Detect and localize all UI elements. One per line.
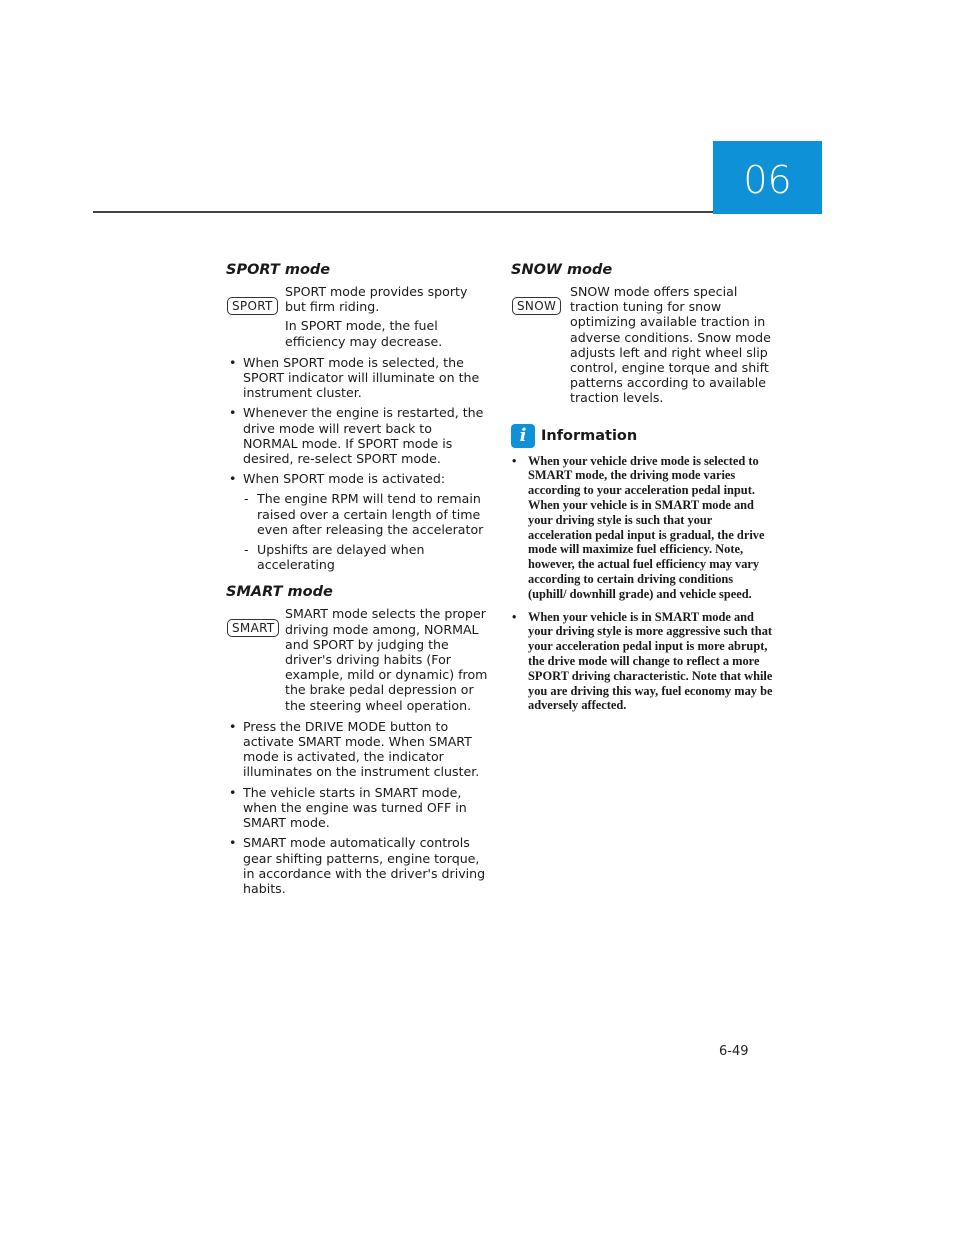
snow-mode-block: [511, 284, 773, 406]
sport-mode-block: [226, 284, 488, 349]
chapter-tab: [713, 141, 822, 214]
sport-sub-list: [243, 491, 488, 572]
right-column: [511, 262, 773, 721]
snow-mode-title: SNOW mode: [511, 262, 613, 278]
sport-indicator-icon: SPORT: [227, 297, 278, 315]
smart-mode-block: [226, 606, 488, 712]
sport-intro-1: SPORT mode provides sporty but firm riding.: [285, 284, 468, 315]
smart-intro: SMART mode selects the proper driving mode among, NORMAL and SPORT by judging the driver's driving habits (For example, mild or dynamic) from the brake pedal depression or the steering wheel operation.: [285, 606, 488, 713]
sub-list-item: - The engine RPM will tend to remain raised over a certain length of time even after releasing the accelerator: [243, 491, 488, 537]
smart-bullet-list: [226, 719, 488, 896]
list-item: • Press the DRIVE MODE button to activate SMART mode. When SMART mode is activated, the indicator illuminates on the instrument cluster.: [226, 719, 488, 780]
list-item: • When your vehicle drive mode is selected to SMART mode, the driving mode varies according to your acceleration pedal input. When your vehicle is in SMART mode and your driving style is such that your acceleration pedal input is gradual, the drive mode will maximize fuel efficiency. Note, however, the actual fuel efficiency may vary according to certain driving conditions (uphill/ downhill grade) and vehicle speed.: [511, 454, 773, 602]
list-item: • When your vehicle is in SMART mode and your driving style is more aggressive such that your acceleration pedal input is more abrupt, the drive mode will change to reflect a more SPORT driving characteristic. Note that while you are driving this way, fuel economy may be adversely affected.: [511, 610, 773, 714]
smart-mode-title: SMART mode: [226, 584, 333, 601]
info-icon: i: [511, 424, 535, 448]
chapter-number: 06: [743, 157, 792, 202]
information-title: Information: [541, 427, 638, 444]
page-number: 6-49: [719, 1044, 749, 1059]
header-rule: [93, 211, 713, 213]
snow-indicator-icon: SNOW: [512, 297, 561, 315]
list-item: • The vehicle starts in SMART mode, when the engine was turned OFF in SMART mode.: [226, 785, 488, 831]
list-item: • SMART mode automatically controls gear shifting patterns, engine torque, in accordance with the driver's driving habits.: [226, 835, 488, 896]
smart-indicator-icon: SMART: [227, 619, 279, 637]
sport-bullet-list: [226, 355, 488, 573]
sport-mode-title: SPORT mode: [226, 262, 331, 278]
list-item: [226, 471, 488, 572]
list-item-text: When SPORT mode is activated:: [243, 471, 446, 487]
sport-intro-2: In SPORT mode, the fuel efficiency may decrease.: [285, 318, 443, 349]
list-item: • Whenever the engine is restarted, the drive mode will revert back to NORMAL mode. If SPORT mode is desired, re-select SPORT mode.: [226, 405, 488, 466]
snow-intro: SNOW mode offers special traction tuning for snow optimizing available traction in adverse conditions. Snow mode adjusts left and right wheel slip control, engine torque and shift patterns according to available traction levels.: [570, 284, 771, 406]
information-header: [511, 424, 773, 448]
sub-list-item: - Upshifts are delayed when accelerating: [243, 542, 488, 572]
left-column: [226, 262, 488, 901]
information-list: [511, 454, 773, 714]
list-item: • When SPORT mode is selected, the SPORT indicator will illuminate on the instrument cluster.: [226, 355, 488, 401]
